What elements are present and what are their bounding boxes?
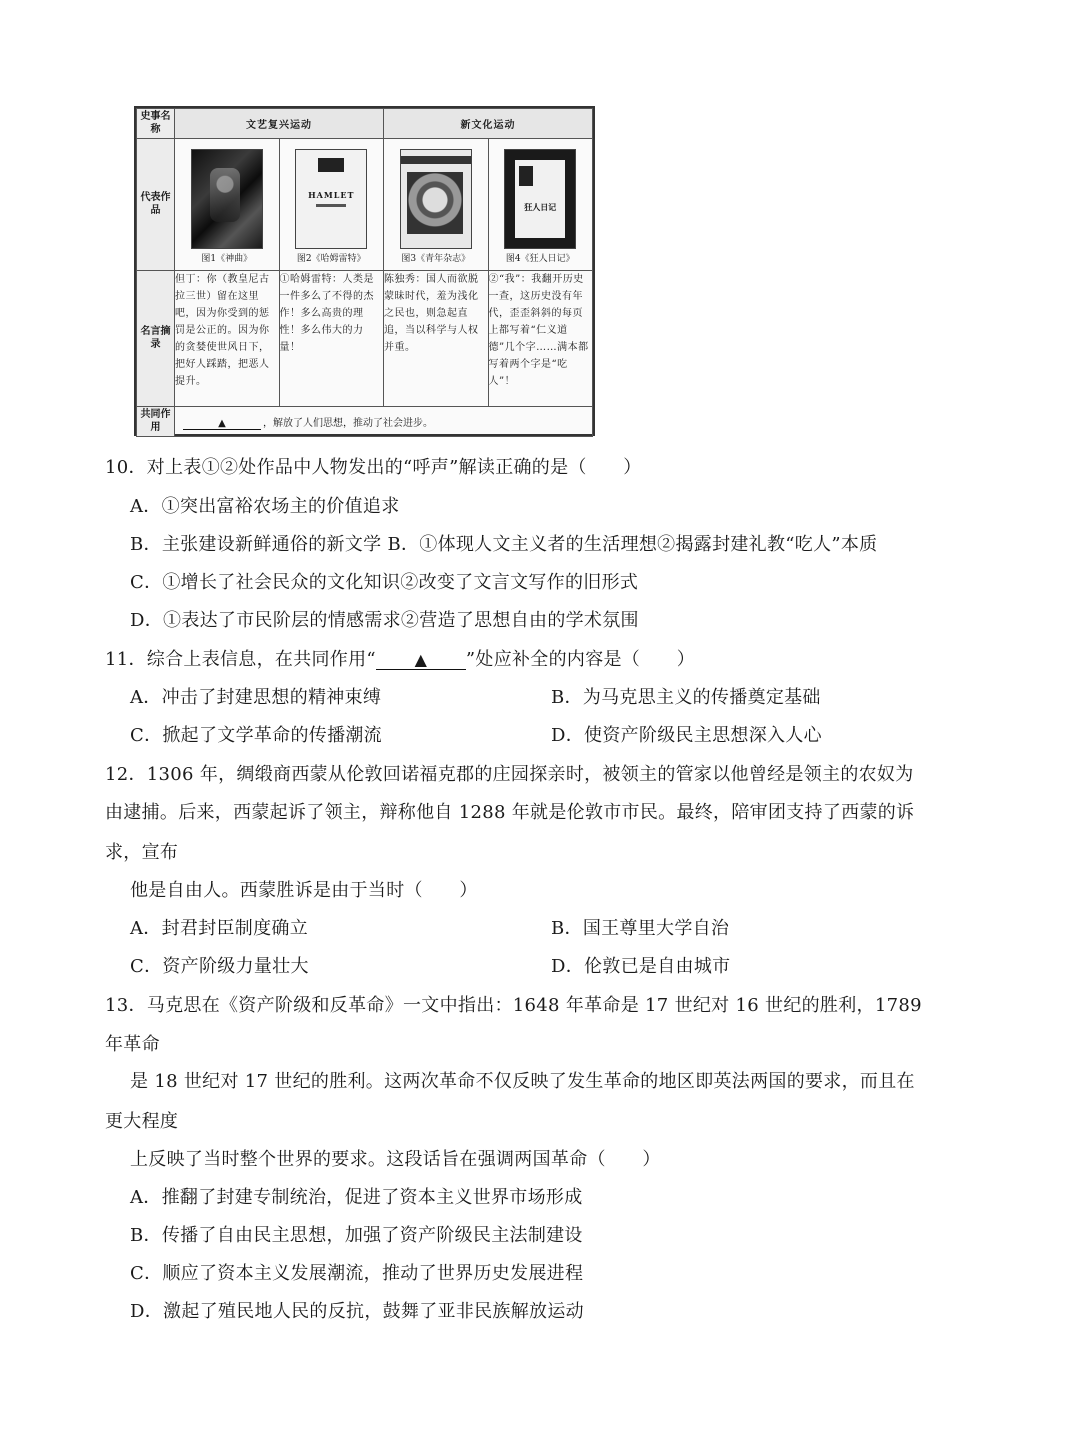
work-cell-1 — [175, 139, 280, 271]
q10-option-a: A．①突出富裕农场主的价值追求 — [130, 496, 400, 517]
q10-stem: 10．对上表①②处作品中人物发出的“呼声”解读正确的是（ ） — [105, 457, 642, 478]
work-caption-4: 图4《狂人日记》 — [505, 254, 575, 264]
joint-text: ，解放了人们思想，推动了社会进步。 — [263, 417, 433, 429]
q13-line-1: 13．马克思在《资产阶级和反革命》一文中指出：1648 年革命是 17 世纪对 16 世纪的胜利，1789 — [105, 995, 922, 1016]
q11-option-b: B．为马克思主义的传播奠定基础 — [551, 687, 821, 708]
book-cover-new-youth-icon — [400, 149, 472, 249]
q10-option-c: C．①增长了社会民众的文化知识②改变了文言文写作的旧形式 — [130, 572, 639, 593]
q13-option-d: D．激起了殖民地人民的反抗，鼓舞了亚非民族解放运动 — [130, 1301, 584, 1322]
work-caption-2: 图2《哈姆雷特》 — [296, 254, 366, 264]
header-renaissance: 文艺复兴运动 — [175, 109, 384, 139]
q13-line-4: 更大程度 — [105, 1111, 179, 1132]
quote-hamlet: ①哈姆雷特：人类是一件多么了不得的杰作！多么高贵的理性！多么伟大的力量！ — [279, 271, 384, 407]
hamlet-cover-title: HAMLET — [308, 190, 355, 200]
q11-stem-after: ”处应补全的内容是（ ） — [465, 649, 696, 670]
q12-option-b: B．国王尊里大学自治 — [551, 918, 730, 939]
row-label-works: 代表作品 — [137, 139, 175, 271]
q10-option-d: D．①表达了市民阶层的情感需求②营造了思想自由的学术氛围 — [130, 610, 639, 631]
q13-option-c: C．顺应了资本主义发展潮流，推动了世界历史发展进程 — [130, 1263, 584, 1284]
q12-line-2: 由逮捕。后来，西蒙起诉了领主，辩称他自 1288 年就是伦敦市市民。最终，陪审团支持了西蒙的诉 — [105, 802, 915, 823]
q13-option-a: A．推翻了封建专制统治，促进了资本主义世界市场形成 — [130, 1187, 583, 1208]
work-cell-4 — [488, 139, 593, 271]
book-cover-diary-icon — [504, 149, 576, 249]
q12-line-1: 12．1306 年，绸缎商西蒙从伦敦回诺福克郡的庄园探亲时，被领主的管家以他曾经是领主的农奴为 — [105, 764, 914, 785]
q13-line-3: 是 18 世纪对 17 世纪的胜利。这两次革命不仅反映了发生革命的地区即英法两国的要求，而且在 — [130, 1071, 915, 1092]
diary-cover-title: 狂人日记 — [524, 202, 557, 212]
row-label-joint: 共同作用 — [137, 407, 175, 437]
q11-option-d: D．使资产阶级民主思想深入人心 — [551, 725, 822, 746]
q11-stem — [105, 648, 695, 672]
quote-madman: ②“我”：我翻开历史一查，这历史没有年代，歪歪斜斜的每页上都写着“仁义道德”几个字……满本都写着两个字是“吃人”！ — [488, 271, 593, 407]
history-comparison-table — [134, 106, 595, 436]
header-new-culture: 新文化运动 — [384, 109, 593, 139]
joint-blank: ▲ — [183, 418, 261, 430]
q11-option-c: C．掀起了文学革命的传播潮流 — [130, 725, 382, 746]
quote-dante: 但丁：你（教皇尼古拉三世）留在这里吧，因为你受到的惩罚是公正的。因为你的贪婪使世风日下，把好人踩踏，把恶人提升。 — [175, 271, 280, 407]
q12-line-4: 他是自由人。西蒙胜诉是由于当时（ ） — [130, 880, 478, 901]
q13-option-b: B．传播了自由民主思想，加强了资产阶级民主法制建设 — [130, 1225, 583, 1246]
header-event-name: 史事名称 — [137, 109, 175, 139]
q12-line-3: 求，宣布 — [105, 842, 179, 863]
work-cell-2 — [279, 139, 384, 271]
work-caption-3: 图3《青年杂志》 — [401, 254, 471, 264]
q12-option-d: D．伦敦已是自由城市 — [551, 956, 731, 977]
book-cover-hamlet-icon — [295, 149, 367, 249]
q11-stem-before: 11．综合上表信息，在共同作用“ — [105, 649, 376, 670]
work-caption-1: 图1《神曲》 — [201, 254, 253, 264]
q12-option-c: C．资产阶级力量壮大 — [130, 956, 309, 977]
work-cell-3 — [384, 139, 489, 271]
q11-option-a: A．冲击了封建思想的精神束缚 — [130, 687, 382, 708]
q11-stem-blank: ▲ — [376, 651, 466, 670]
q10-option-b: B．主张建设新鲜通俗的新文学 B．①体现人文主义者的生活理想②揭露封建礼教“吃人”本质 — [130, 534, 878, 555]
q13-line-2: 年革命 — [105, 1034, 160, 1055]
book-cover-merchant-icon — [191, 149, 263, 249]
quote-chen-duxiu: 陈独秀：国人而欲脱蒙昧时代，羞为浅化之民也，则急起直追，当以科学与人权并重。 — [384, 271, 489, 407]
q12-option-a: A．封君封臣制度确立 — [130, 918, 308, 939]
q13-line-5: 上反映了当时整个世界的要求。这段话旨在强调两国革命（ ） — [130, 1149, 661, 1170]
joint-effect-cell — [175, 407, 593, 437]
row-label-quotes: 名言摘录 — [137, 271, 175, 407]
